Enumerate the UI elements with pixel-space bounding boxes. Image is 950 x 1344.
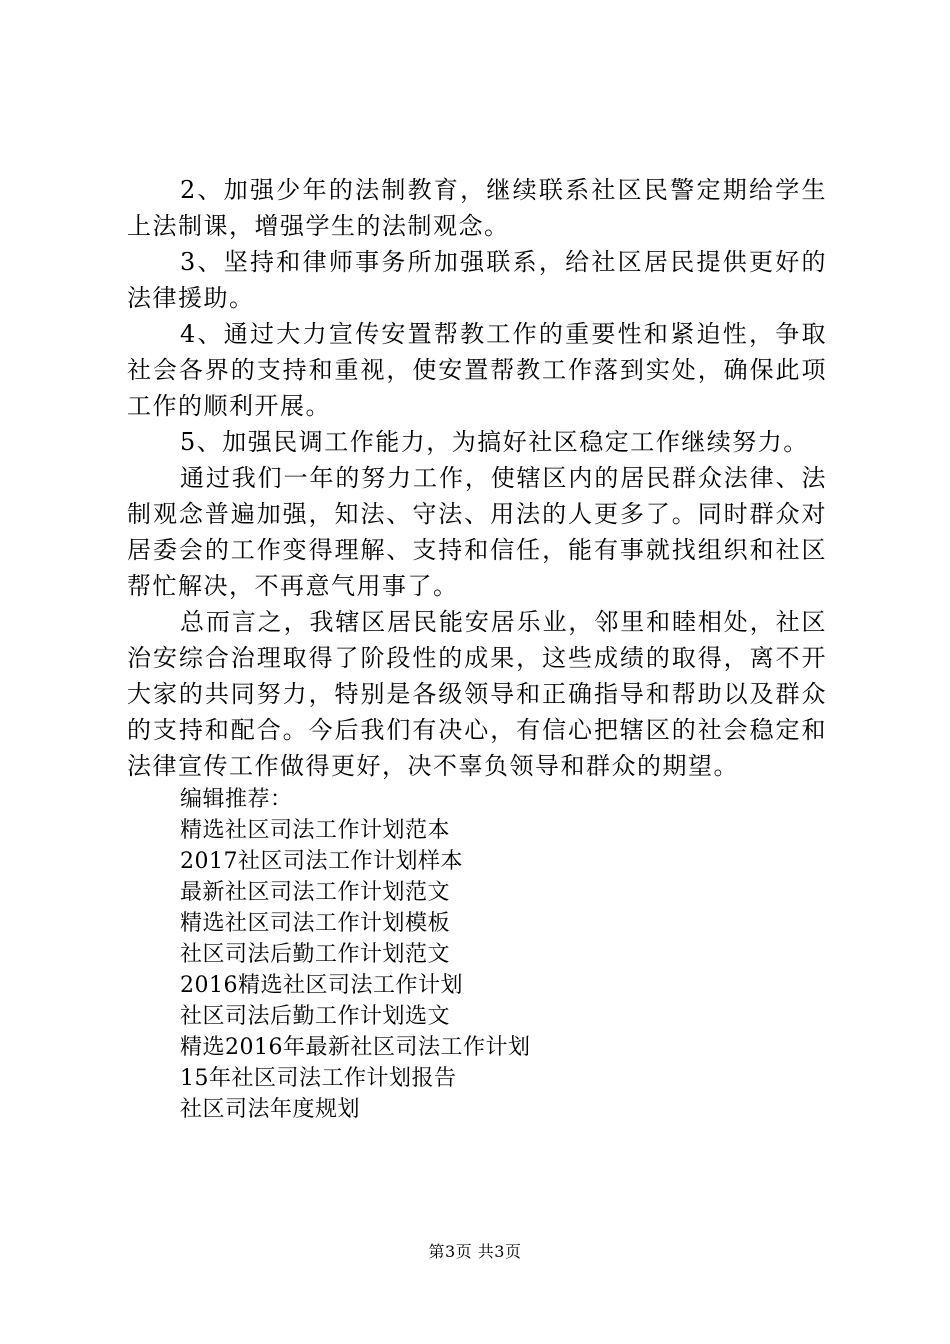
- recommend-link[interactable]: 精选社区司法工作计划范本: [180, 818, 451, 843]
- recommend-link[interactable]: 社区司法后勤工作计划范文: [180, 942, 451, 967]
- recommend-link[interactable]: 社区司法年度规划: [180, 1097, 361, 1122]
- paragraph-summary-year: 通过我们一年的努力工作，使辖区内的居民群众法律、法制观念普遍加强，知法、守法、用法的人更多了。同时群众对居委会的工作变得理解、支持和信任，能有事就找组织和社区帮忙解决，不再意气用事了。: [127, 464, 827, 600]
- recommend-link[interactable]: 15年社区司法工作计划报告: [180, 1066, 457, 1091]
- paragraph-item-4: 4、通过大力宣传安置帮教工作的重要性和紧迫性，争取社会各界的支持和重视，使安置帮教工作落到实处，确保此项工作的顺利开展。: [127, 320, 827, 420]
- recommend-link[interactable]: 社区司法后勤工作计划选文: [180, 1004, 451, 1029]
- recommend-heading: 编辑推荐：: [180, 787, 293, 812]
- paragraph-item-3: 3、坚持和律师事务所加强联系，给社区居民提供更好的法律援助。: [127, 248, 827, 312]
- page-number-footer: 第3页 共3页: [428, 1242, 522, 1261]
- document-body: [127, 172, 827, 1125]
- recommend-link[interactable]: 最新社区司法工作计划范文: [180, 880, 451, 905]
- recommend-link[interactable]: 2016精选社区司法工作计划: [180, 973, 463, 998]
- recommend-link[interactable]: 精选社区司法工作计划模板: [180, 911, 451, 936]
- paragraph-item-5: 5、加强民调工作能力，为搞好社区稳定工作继续努力。: [180, 428, 809, 456]
- paragraph-item-2: 2、加强少年的法制教育，继续联系社区民警定期给学生上法制课，增强学生的法制观念。: [127, 176, 827, 240]
- recommend-link[interactable]: 2017社区司法工作计划样本: [180, 849, 463, 874]
- paragraph-conclusion: 总而言之，我辖区居民能安居乐业，邻里和睦相处，社区治安综合治理取得了阶段性的成果，这些成绩的取得，离不开大家的共同努力，特别是各级领导和正确指导和帮助以及群众的支持和配合。今后我们有决心，有信心把辖区的社会稳定和法律宣传工作做得更好，决不辜负领导和群众的期望。: [127, 608, 827, 780]
- recommend-link[interactable]: 精选2016年最新社区司法工作计划: [180, 1035, 531, 1060]
- recommend-list: [127, 815, 827, 1125]
